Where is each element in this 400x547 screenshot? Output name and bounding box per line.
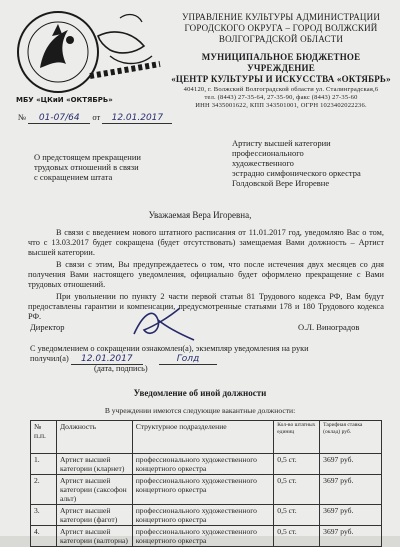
addressee-line: Артисту высшей категории — [232, 138, 331, 148]
date-signature-hint: (дата, подпись) — [94, 364, 148, 373]
row-unit: профессионального художественного концертного оркестра — [132, 505, 274, 526]
table-row — [31, 475, 382, 505]
table-header-row — [31, 421, 382, 454]
addressee-name: Голдовской Вере Игоревне — [232, 178, 330, 188]
vacancy-section-subtitle: В учреждении имеются следующие вакантные должности: — [104, 406, 296, 415]
row-unit: профессионального художественного концертного оркестра — [132, 454, 274, 475]
receipt-statement: С уведомлением о сокращении ознакомлен(а), экземпляр уведомления на руки — [30, 344, 309, 353]
subject-line: с сокращением штата — [34, 172, 113, 182]
organization-header — [168, 12, 394, 110]
registration-line: ИНН 3435001622, КПП 343501001, ОГРН 1023402022236. — [195, 102, 367, 109]
greeting: Уважаемая Вера Игоревна, — [148, 210, 252, 220]
date-value: 12.01.2017 — [102, 113, 172, 124]
dept-line: УПРАВЛЕНИЕ КУЛЬТУРЫ АДМИНИСТРАЦИИ — [181, 12, 381, 22]
received-date: 12.01.2017 — [71, 354, 143, 365]
row-number: 2. — [31, 475, 57, 505]
body-paragraph: При увольнении по пункту 2 части первой статьи 81 Трудового кодекса РФ, Вам будут предоставлены гарантии и компенсации, предусмотренные статьями 178 и 180 Трудового кодекса РФ. — [28, 292, 384, 321]
row-quantity: 0,5 ст. — [274, 526, 320, 547]
row-rate: 3697 руб. — [320, 475, 382, 505]
column-header: № п.п. — [31, 421, 57, 454]
date-label: от — [92, 112, 101, 122]
row-position: Артист высшей категории (саксофон альт) — [56, 475, 132, 505]
row-unit: профессионального художественного концертного оркестра — [132, 526, 274, 547]
institution-line: «ЦЕНТР КУЛЬТУРЫ И ИСКУССТВА «ОКТЯБРЬ» — [171, 74, 391, 84]
vacancy-section-title: Уведомление об иной должности — [133, 388, 267, 398]
column-header: Структурное подразделение — [132, 421, 274, 454]
row-rate: 3697 руб. — [320, 505, 382, 526]
column-header: Должность — [56, 421, 132, 454]
received-label: получил(а) — [30, 354, 69, 363]
institution-name — [168, 52, 394, 85]
institution-line: МУНИЦИПАЛЬНОЕ БЮДЖЕТНОЕ УЧРЕЖДЕНИЕ — [201, 52, 361, 73]
row-number: 1. — [31, 454, 57, 475]
body-paragraph: В связи с этим, Вы предупреждаетесь о том, что после истечения двух месяцев со дня получения Вами настоящего уведомления, официально будет оформлено прекращение с Вами трудовых отношений. — [28, 260, 384, 289]
signatory-name: О.Л. Виноградов — [298, 322, 360, 332]
address-line: 404120, г. Волжский Волгоградской области ул. Сталинградская,6 — [183, 86, 379, 93]
address-block — [168, 86, 394, 110]
vacancy-table — [30, 420, 382, 547]
outgoing-number — [18, 112, 172, 124]
addressee-line: художественного — [232, 158, 294, 168]
number-label: № — [18, 112, 27, 122]
table-row — [31, 505, 382, 526]
received-signature: Голд — [159, 354, 217, 365]
row-position: Артист высшей категории (кларнет) — [56, 454, 132, 475]
phone-line: тел. (8443) 27-35-64, 27-35-90, факс (8443) 27-35-60 — [204, 94, 358, 101]
row-quantity: 0,5 ст. — [274, 454, 320, 475]
row-position: Артист высшей категории (валторна) — [56, 526, 132, 547]
row-quantity: 0,5 ст. — [274, 505, 320, 526]
column-header: Тарифная ставка (оклад) руб. — [320, 421, 382, 454]
subject-line: трудовых отношений в связи — [34, 162, 139, 172]
logo-lettering: МБУ «ЦКиИ «ОКТЯБРЬ» — [16, 96, 113, 104]
row-quantity: 0,5 ст. — [274, 475, 320, 505]
column-header: Кол-во штатных единиц — [274, 421, 320, 454]
dept-line: ВОЛГОГРАДСКОЙ ОБЛАСТИ — [218, 34, 344, 44]
row-unit: профессионального художественного концертного оркестра — [132, 475, 274, 505]
row-position: Артист высшей категории (фагот) — [56, 505, 132, 526]
subject-line: О предстоящем прекращении — [34, 152, 141, 162]
row-number: 3. — [31, 505, 57, 526]
addressee-line: профессионального — [232, 148, 304, 158]
subject-block — [34, 152, 184, 182]
number-value: 01-07/64 — [28, 113, 90, 124]
row-rate: 3697 руб. — [320, 454, 382, 475]
addressee-line: эстрадно симфонического оркестра — [232, 168, 361, 178]
row-rate: 3697 руб. — [320, 526, 382, 547]
row-number: 4. — [31, 526, 57, 547]
signatory-position: Директор — [30, 322, 65, 332]
addressee-block — [232, 138, 397, 188]
director-signature — [128, 304, 200, 344]
body-paragraph: В связи с введением нового штатного расписания от 11.01.2017 год, уведомляю Вас о том, что с 13.03.2017 будет сокращена (будет отсутствовать) замещаемая Вами должность – Артист высшей категории. — [28, 228, 384, 257]
organization-logo — [10, 6, 168, 106]
dept-line: ГОРОДСКОГО ОКРУГА – ГОРОД ВОЛЖСКИЙ — [184, 23, 378, 33]
table-row — [31, 526, 382, 547]
table-row — [31, 454, 382, 475]
